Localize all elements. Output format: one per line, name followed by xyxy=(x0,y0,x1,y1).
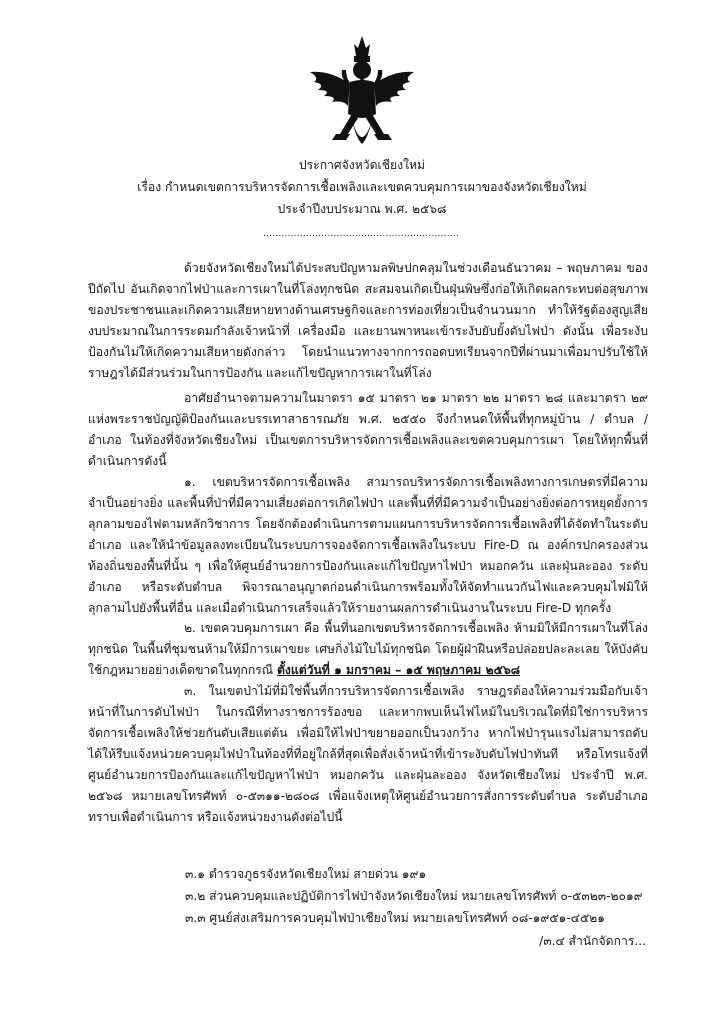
burn-ban-period: ตั้งแต่วันที่ ๑ มกราคม – ๑๕ พฤษภาคม ๒๕๖๘ xyxy=(276,663,520,678)
paragraph-authority: อาศัยอำนาจตามความในมาตรา ๑๕ มาตรา ๒๑ มาตรา ๒๒ มาตรา ๒๘ และมาตรา ๒๙ แห่งพระราชบัญญัติป้องกันและบรรเทาสาธารณภัย พ.ศ. ๒๕๕๐ จึงกำหนดให้พื้นที่ทุกหมู่บ้าน / ตำบล / อำเภอ ในท้องที่จังหวัดเชียงใหม่ เป็นเขตการบริหารจัดการเชื้อเพลิงและเขตควบคุมการเผา โดยให้ทุกพื้นที่ดำเนินการดังนี้ xyxy=(88,391,648,469)
contact-item-police: ๓.๑ ตำรวจภูธรจังหวัดเชียงใหม่ สายด่วน ๑๙๑ xyxy=(185,867,427,881)
separator-line: ................................................................ xyxy=(263,229,459,239)
garuda-emblem-icon xyxy=(300,34,424,156)
document-body xyxy=(88,258,648,827)
item-burn-control-text: ๒. เขตควบคุมการเผา คือ พื้นที่นอกเขตบริหารจัดการเชื้อเพลิง ห้ามมิให้มีการเผาในที่โล่งทุกชนิด ในพื้นที่ชุมชนห้ามให้มีการเผาขยะ เศษกิ่งไม้ใบไม้ทุกชนิด โดยผู้ฝ่าฝืนหรือปล่อยปละละเลย ให้บังคับใช้กฎหมายอย่างเด็ดขาดในทุกกรณี xyxy=(88,621,648,678)
item-fuel-management-zone: ๑. เขตบริหารจัดการเชื้อเพลิง สามารถบริหารจัดการเชื้อเพลิงทางการเกษตรที่มีความจำเป็นอย่างยิ่ง และพื้นที่ป่าที่มีความเสี่ยงต่อการเกิดไฟป่า และพื้นที่ที่มีความจำเป็นอย่างยิ่งต่อการหยุดยั้งการลุกลามของไฟตามหลักวิชาการ โดยจักต้องดำเนินการตามแผนการบริหารจัดการเชื้อเพลิงที่ได้จัดทำในระดับอำเภอ และให้นำข้อมูลลงทะเบียนในระบบการจองจัดการเชื้อเพลิงในระบบ Fire-D ณ องค์กรปกครองส่วนท้องถิ่นของพื้นที่นั้น ๆ เพื่อให้ศูนย์อำนวยการป้องกันและแก้ไขปัญหาไฟป่า หมอกควัน และฝุ่นละออง ระดับอำเภอ หรือระดับตำบล พิจารณาอนุญาตก่อนดำเนินการพร้อมทั้งให้จัดทำแนวกันไฟและควบคุมไฟมิให้ลุกลามไปยังพื้นที่อื่น และเมื่อดำเนินการเสร็จแล้วให้รายงานผลการดำเนินงานในระบบ Fire-D ทุกครั้ง xyxy=(88,475,648,615)
paragraph-intro: ด้วยจังหวัดเชียงใหม่ได้ประสบปัญหามลพิษปกคลุมในช่วงเดือนธันวาคม – พฤษภาคม ของปีถัดไป อันเกิดจากไฟป่าและการเผาในที่โล่งทุกชนิด สะสมจนเกิดเป็นฝุ่นพิษซึ่งก่อให้เกิดผลกระทบต่อสุขภาพของประชาชนและเกิดความเสียหายทางด้านเศรษฐกิจและการท่องเที่ยวเป็นจำนวนมาก ทำให้รัฐต้องสูญเสียงบประมาณในการระดมกำลังเจ้าหน้าที่ เครื่องมือ และยานพาหนะเข้าระงับยับยั้งดับไฟป่า ดังนั้น เพื่อระงับป้องกันไม่ให้เกิดความเสียหายดังกล่าว โดยนำแนวทางจากการถอดบทเรียนจากปีที่ผ่านมาเพื่อมาปรับใช้ให้ราษฎรได้มีส่วนร่วมในการป้องกัน และแก้ไขปัญหาการเผาในที่โล่ง xyxy=(88,261,648,380)
fiscal-year-line: ประจำปีงบประมาณ พ.ศ. ๒๕๖๘ xyxy=(277,202,447,216)
item-burn-control-zone xyxy=(88,618,648,681)
announcement-subject: เรื่อง กำหนดเขตการบริหารจัดการเชื้อเพลิงและเขตควบคุมการเผาของจังหวัดเชียงใหม่ xyxy=(137,180,587,194)
contact-item-fire-control: ๓.๒ ส่วนควบคุมและปฏิบัติการไฟป่าจังหวัดเชียงใหม่ หมายเลขโทรศัพท์ ๐-๕๓๒๓-๒๐๑๙ xyxy=(185,889,643,903)
item-forest-area: ๓. ในเขตป่าไม้ที่มิใช่พื้นที่การบริหารจัดการเชื้อเพลิง ราษฎรต้องให้ความร่วมมือกับเจ้าหน้าที่ในการดับไฟป่า ในกรณีที่ทางราชการร้องขอ และหากพบเห็นไฟไหม้ในบริเวณใดที่มิใช่การบริหารจัดการเชื้อเพลิงให้ช่วยกันดับเสียแต่ต้น เพื่อมิให้ไฟป่าขยายออกเป็นวงกว้าง หากไฟป่ารุนแรงไม่สามารถดับได้ให้รีบแจ้งหน่วยควบคุมไฟป่าในท้องที่ที่อยู่ใกล้ที่สุดเพื่อสั่งเจ้าหน้าที่เข้าระงับดับไฟป่าทันที หรือโทรแจ้งที่ศูนย์อำนวยการป้องกันและแก้ไขปัญหาไฟป่า หมอกควัน และฝุ่นละออง จังหวัดเชียงใหม่ ประจำปี พ.ศ. ๒๕๖๘ หมายเลขโทรศัพท์ ๐-๕๓๑๑-๒๘๐๘ เพื่อแจ้งเหตุให้ศูนย์อำนวยการสั่งการระดับตำบล ระดับอำเภอทราบเพื่อดำเนินการ หรือแจ้งหน่วยงานดังต่อไปนี้ xyxy=(88,684,648,824)
contact-item-fire-promotion-center: ๓.๓ ศูนย์ส่งเสริมการควบคุมไฟป่าเชียงใหม่ หมายเลขโทรศัพท์ ๐๘-๑๙๕๑-๔๕๒๑ xyxy=(185,911,605,925)
announcement-title: ประกาศจังหวัดเชียงใหม่ xyxy=(298,158,426,172)
continued-marker: /๓.๔ สำนักจัดการ... xyxy=(539,934,646,948)
